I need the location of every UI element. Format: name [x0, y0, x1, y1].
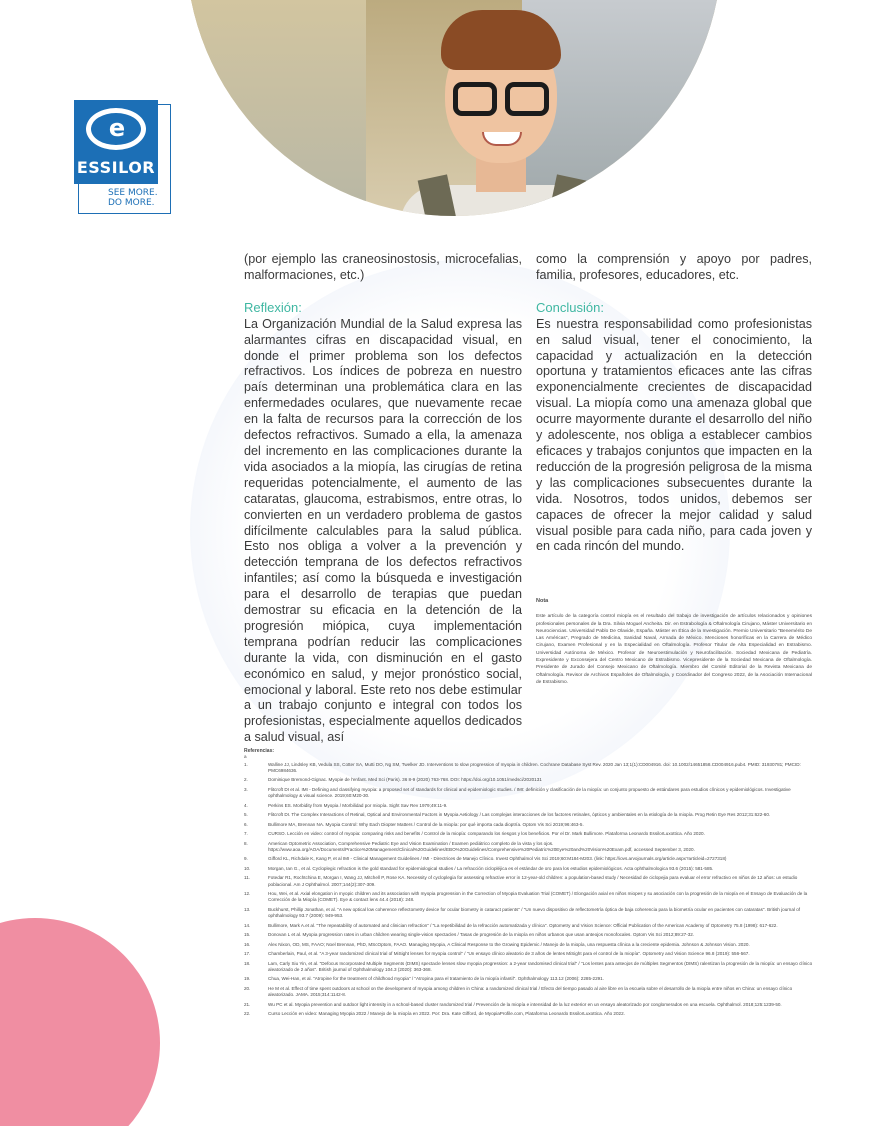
references-list	[244, 762, 814, 1018]
logo-e-mark: e	[108, 114, 126, 142]
references-subtitle: a	[244, 754, 247, 760]
reference-item: 15. Donovan L et al. Myopia progression rates in urban children wearing single-vision spectacles / Tasas de progresión de la miopía en niños urbanos que usan anteojos monofocales. Optom Vis Sci 2012;89:27-32.	[244, 932, 695, 938]
references-title: Referencias:	[244, 748, 275, 754]
reference-item: 9. Gifford KL, Richdale K, Kang P, et al IMI - Clinical Management Guidelines / IMI - Directrices de Manejo Clínico. Invest Ophthalmol Vis Sci 2019;60:M184-M203. (link: https://iovs.arvojournals.org/article.aspx?articleid=2727318)	[244, 856, 727, 862]
author-note	[536, 598, 812, 686]
right-intro-paragraph: como la comprensión y apoyo por padres, familia, profesores, educadores, etc.	[536, 252, 812, 282]
reference-item: 10. Morgan, Ian G., et al. Cycloplegic refraction is the gold standard for epidemiological studies / La refracción ciclopléjica es el estándar de oro para los estudios epidemiológicos. Acta ophthalmologica 93.6 (2015): 581-585.	[244, 865, 714, 871]
reference-item: 14. Bullimore, Mark A.et al. "The repeatability of automated and clinician refraction" / "La repetibilidad de la refracción automatizada y clínica". Optometry and Vision Science: Official Publication of the American Academy of Optometry 75.8 (1998): 617-622.	[244, 922, 778, 928]
reference-item: 18. Lam, Carly Siu Yin, et al. "Defocus Incorporated Multiple Segments (DIMS) spectacle lenses slow myopia progression: a 2-year randomised clinical trial" / "Los lentes para anteojos de múltiples Segmentos (DIMS) ralentizan la progresión de la miopía: un ensayo clínico aleatorizado de 2 años". British journal of Ophthalmology 104.3 (2020): 363-368.	[244, 960, 813, 972]
reference-item: 6. Bullimore MA, Brennan NA. Myopia Control: Why Each Diopter Matters / Control de la miopía: por qué importa cada dioptría. Optom Vis Sci 2019;96:463-5.	[244, 821, 584, 827]
decorative-circle-pink	[0, 918, 160, 1126]
reference-item: 5. Flitcroft DI. The Complex Interactions of Retinal, Optical and Environmental Factors in Myopia Aetiology / Las complejas interacciones de los factores retinales, ópticos y ambientales en la etiología de la miopía. Prog Retin Eye Res 2012;31:622-60.	[244, 812, 771, 818]
conclusion-paragraph: Es nuestra responsabilidad como profesionistas en salud visual, tener el conocimiento, la capacidad y actualización en la detección oportuna y tratamientos eficaces ante las cifras exponencialmente crecientes de discapacidad visual. La miopía como una amenaza global que ocurre mayormente durante el desarrollo del niño y adolescente, nos obliga a establecer cambios eficaces y trabajos conjuntos que impacten en la reducción de la progresión peligrosa de la misma y las complicaciones subsecuentes durante la vida. Nosotros, todos unidos, debemos ser capaces de ofrecer la mejor calidad y salud visual posible para cada niño, para cada joven y en cada rincón del mundo.	[536, 316, 812, 554]
reference-item: 7. CURSO. Lección en video: control of myopia: comparing risks and benefits / Control de la miopía: comparando los riesgos y los beneficios. Por el Dr. Mark Bullimore. Plataforma Leonardo EssilorLuxottica. Año 2020.	[244, 831, 705, 837]
note-text: Este artículo de la categoría control miopía es el resultado del trabajo de investigación de artículos relacionados y opiniones profesionales personales de la Dra. Silvia Moguel Ancheita. Dir. en Estrabología & Oftalmología Cirujano, Máster Universitario en Neurociencias. Universidad Pablo De Olavide, España. Máster en Ética de la Investigación. Premio Universitario "Benemérito De Las Américas", Pregrado de Medicina, Sanidad Naval, Armada de México. Menciones honoríficas en la Carrera de Médico Cirujano, Examen Profesional y en la Especialidad en Oftalmología. Profesor Titular de Alta Especialidad en Estrabismo. Universidad Autónoma de México. Profesor de Neuroestimulación y Neurofacilitación. Sociedad Mexicana de Pediatría. Expresidente y Exconsejera del Centro Mexicano de Estrabismo. Vicepresidente de la Sociedad Mexicana de Oftalmología. Presidente de Jurado del Consejo Mexicano de Oftalmología. Miembro del Comité Editorial de la Revista Mexicana de Oftalmología. Revisor de Archivos Españoles de Oftalmología, y Coordinador del Congreso 2022, de la Asociación Internacional de Estrabismo.	[536, 614, 812, 685]
reference-item: 20. He M et al. Effect of time spent outdoors at school on the development of myopia among children in China: a randomized clinical trial / Efecto del tiempo pasado al aire libre en la escuela sobre el desarrollo de la miopía entre niños en China: un ensayo clínico aleatorizado. JAMA. 2015;314:1142-8.	[244, 985, 793, 998]
references-section	[244, 748, 814, 1021]
logo-tagline: SEE MORE. DO MORE.	[108, 188, 158, 208]
reference-item: 17. Chamberlain, Paul, et al. "A 3-year randomized clinical trial of MiSight lenses for myopia control" / "Un ensayo clínico aleatorio de 3 años de lentes MiSight para el control de la miopía". Optometry and Vision Science 96.8 (2019): 556-567.	[244, 951, 750, 957]
reference-item: 4. Perkins ES. Morbidity from Myopia / Morbilidad por miopía. Sight Sav Rev 1979;49:11-9.	[244, 802, 448, 808]
reference-item: 13. Buckhurst, Phillip Jonathan, et al. "A new optical low coherence reflectometry device for ocular biometry in cataract patients" / "Un nuevo dispositivo de reflectometría óptica de baja coherencia para la biometría ocular en pacientes con cataratas". British journal of ophthalmology 93.7 (2009): 949-953.	[244, 906, 801, 919]
right-column	[536, 252, 812, 555]
reference-item: 2. Dominique Bremond-Gignac. Myopie de l'enfant. Med Sci (Paris). 36 8-9 (2020) 763-768. DOI: https://doi.org/10.1051/medsci/2020131	[244, 777, 542, 783]
reference-item: 12. Hou, Wei, et al. Axial elongation in myopic children and its association with myopia progression in the Correction of Myopia Evaluation Trial (COMET) / Elongación axial en niños miopes y su asociación con la progresión de la miopía en el Ensayo de Evaluación de la Corrección de la Miopía (COMET). Eye & contact lens 44.4 (2018): 248.	[244, 891, 808, 903]
reference-item: 8. American Optometric Association, Comprehensive Pediatric Eye and Vision Examination / Examen pediátrico completo de la vista y los ojos. https://www.aoa.org/AOA/Documents/Practice%20Management/Clinical%20Guidelines/EBO%20Guidelines/Comprehensive%20Pediatric%20Eye%20and%20Vision%20Exam.pdf, accessed September 3, 2020.	[244, 840, 695, 852]
reference-item: 3. Flitcroft DI et al. IMI - Defining and classifying myopia: a proposed set of standards for clinical and epidemiologic studies. / IMI: definición y clasificación de la miopía: un conjunto propuesto de estándares para estudios clínicos y epidemiológicos. Investigative ophthalmology & visual science. 2019;60:M20-30.	[244, 786, 791, 799]
reference-item: 19. Chua, Wei-Han, et al. "Atropine for the treatment of childhood myopia" / "Atropina para el tratamiento de la miopía infantil". Ophthalmology 113.12 (2006): 2285-2291.	[244, 976, 605, 982]
hero-photo-boy-with-glasses	[186, 0, 722, 216]
left-intro-paragraph: (por ejemplo las craneosinostosis, microcefalias, malformaciones, etc.)	[244, 252, 522, 282]
conclusion-heading: Conclusión:	[536, 299, 604, 315]
left-column	[244, 252, 522, 746]
reference-item: 21. Wu PC et al. Myopia prevention and outdoor light intensity in a school-based cluster randomized trial / Prevención de la miopía e intensidad de la luz exterior en un ensayo aleatorizado por conglomerados en una escuela. Ophthalmol. 2018;125:1239-50.	[244, 1001, 782, 1007]
note-title: Nota	[536, 598, 549, 604]
reflection-paragraph: La Organización Mundial de la Salud expresa las alarmantes cifras en discapacidad visual, en donde el primer problema son los defectos refractivos. Los índices de pobreza en nuestro país determinan una problemática clara en las enfermedades oculares, que nuevamente recae en la falta de recursos para la corrección de los defectos refractivos. Sumado a ella, la amenaza del incremento en las complicaciones durante la vida asociados a la miopía, las cirugías de retina requeridas potencialmente, el aumento de las cataratas, glaucoma, estrabismos, entre otras, lo convierten en un verdadero problema de gastos difícilmente calculables para la salud pública. Esto nos obliga a volver a la prevención y detección temprana de los defectos refractivos infantiles; así como la búsqueda e investigación para el desarrollo de terapias que puedan demostrar su eficacia en la detención de la progresión miópica, cuya implementación temprana podrían reducir las complicaciones durante la vida, con disminución en el gasto económico en salud, y mejor pronóstico social, emocional y laboral. Este reto nos debe estimular a un trabajo conjunto e integral con todos los profesionistas, especialmente aquellos dedicados a salud visual, así	[244, 316, 522, 745]
reference-item: 11. Fotedar R1, Rochtchina E, Morgan I, Wang JJ, Mitchell P, Rose KA. Necessity of cycloplegia for assessing refractive error in 12-year-old children: a population-based study / Necesidad de ciclopejia para evaluar el error refractivo en niños de 12 años: un estudio poblacional. Am J Ophthalmol. 2007;144(2):307-309.	[244, 875, 798, 887]
reference-item: 16. Alex Nixon, OD, MS, FAAO; Noel Brennan, PhD, MScOptom, FAAO. Managing Myopia, A Clinical Response to the Growing Epidemic / Manejo de la miopía, una respuesta clínica a la creciente epidemia. Johnson & Johnson Vision. 2020.	[244, 941, 750, 947]
reflection-heading: Reflexión:	[244, 299, 302, 315]
logo-wordmark: ESSILOR	[76, 158, 156, 177]
reference-item: 22. Curso Lección en video: Managing Myopia 2022 / Manejo de la miopía en 2022. Por: Dra. Kate Gifford, de MyopiaProfile.com, Plataforma Leonardo EssilorLuxottica. Año 2022.	[244, 1011, 625, 1017]
reference-item: 1. Walline JJ, Lindsley KB, Vedula SS, Cotter SA, Mutti DO, Ng SM, Twelker JD. Interventions to slow progression of myopia in children. Cochrane Database Syst Rev. 2020 Jan 13;1(1):CD004916. doi: 10.1002/14651858.CD004916.pub4. PMID: 31930781; PMCID: PMC6984636.	[244, 761, 801, 773]
